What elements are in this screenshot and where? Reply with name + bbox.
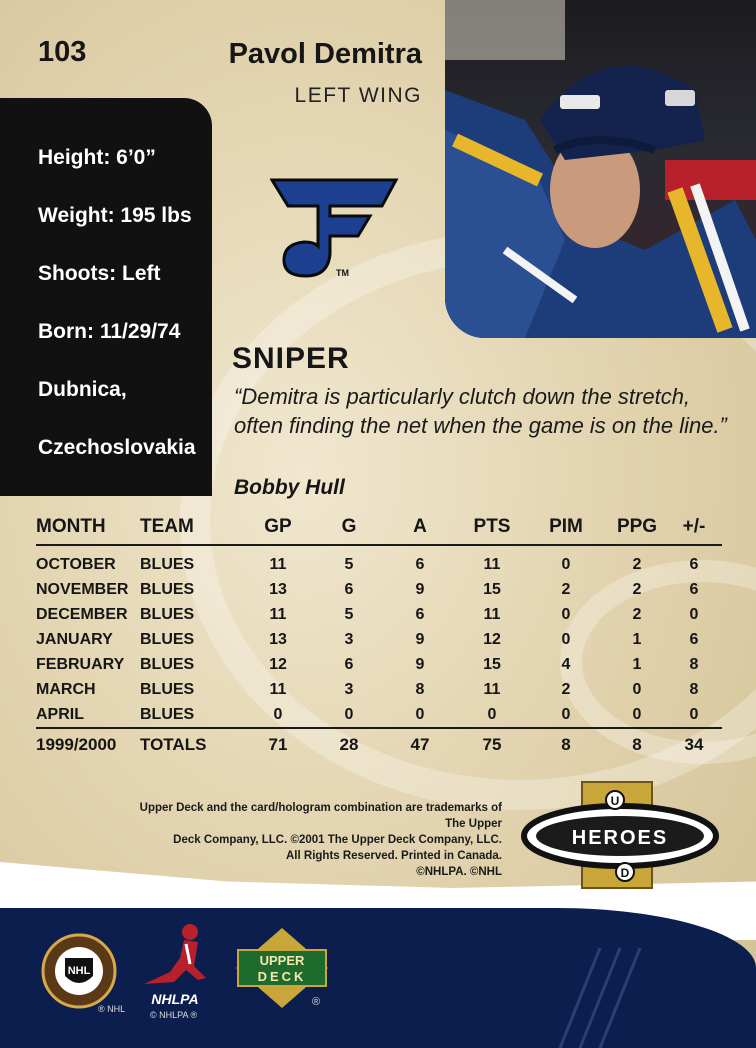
heroes-label: HEROES <box>571 827 669 849</box>
table-cell: 12 <box>483 630 501 648</box>
table-cell: 5 <box>344 605 354 623</box>
table-cell: 2 <box>632 605 642 623</box>
column-header: TEAM <box>140 514 238 545</box>
table-cell: BLUES <box>140 605 195 623</box>
table-row <box>36 602 722 627</box>
table-cell: 11 <box>269 605 287 623</box>
table-cell: 0 <box>561 555 571 573</box>
table-cell: 6 <box>689 555 699 573</box>
table-cell: 3 <box>344 680 354 698</box>
table-cell: 11 <box>483 680 501 698</box>
table-cell: FEBRUARY <box>36 655 125 673</box>
table-cell: OCTOBER <box>36 555 116 573</box>
table-cell: 6 <box>415 555 425 573</box>
table-cell: 6 <box>415 605 425 623</box>
table-cell: 11 <box>483 555 501 573</box>
table-cell: 8 <box>689 680 699 698</box>
table-cell: 47 <box>380 728 460 761</box>
table-cell: BLUES <box>140 630 195 648</box>
table-cell: 2 <box>561 680 571 698</box>
table-cell: 11 <box>269 555 287 573</box>
nhlpa-player-icon <box>140 918 210 1008</box>
column-header: PIM <box>524 514 608 545</box>
table-cell: BLUES <box>140 580 195 598</box>
table-cell: BLUES <box>140 705 195 723</box>
table-row <box>36 677 722 702</box>
table-cell: 71 <box>238 728 318 761</box>
table-cell: 6 <box>689 580 699 598</box>
nhl-text: NHL <box>67 965 91 977</box>
table-cell: 0 <box>561 630 571 648</box>
player-photo <box>445 0 756 338</box>
table-cell: BLUES <box>140 555 195 573</box>
column-header: A <box>380 514 460 545</box>
blues-note-icon <box>270 176 400 286</box>
bio-weight: Weight: 195 lbs <box>38 204 192 227</box>
nhlpa-logo <box>140 918 210 1008</box>
legal-text <box>130 800 502 880</box>
table-row <box>36 577 722 602</box>
table-cell: 13 <box>269 630 287 648</box>
table-cell: 1999/2000 <box>36 728 140 761</box>
nhl-copyright: ® NHL <box>98 1004 126 1014</box>
table-cell: 0 <box>561 605 571 623</box>
table-cell: BLUES <box>140 655 195 673</box>
table-cell: NOVEMBER <box>36 580 129 598</box>
table-cell: 0 <box>689 605 699 623</box>
table-cell: BLUES <box>140 680 195 698</box>
table-cell: 4 <box>561 655 571 673</box>
heroes-badge <box>520 780 720 892</box>
nhl-shield-icon <box>40 932 118 1010</box>
bio-shoots: Shoots: Left <box>38 262 161 285</box>
quote-author: Bobby Hull <box>234 476 345 499</box>
table-cell: 8 <box>524 728 608 761</box>
team-logo <box>270 176 400 286</box>
logo-tm: TM <box>336 268 349 278</box>
heroes-d: D <box>620 866 630 880</box>
table-cell: 8 <box>608 728 666 761</box>
bio-birthplace-city: Dubnica, <box>38 378 127 401</box>
upper-deck-line1: UPPER <box>259 953 305 968</box>
table-cell: 11 <box>269 680 287 698</box>
heroes-u: U <box>610 794 620 808</box>
table-cell: 0 <box>632 705 642 723</box>
table-cell: 34 <box>666 728 722 761</box>
table-cell: 5 <box>344 555 354 573</box>
table-cell: 9 <box>415 630 425 648</box>
table-cell: 8 <box>689 655 699 673</box>
table-cell: 6 <box>689 630 699 648</box>
table-cell: 0 <box>273 705 283 723</box>
table-row <box>36 545 722 577</box>
table-cell: 28 <box>318 728 380 761</box>
player-bio-box <box>0 98 212 496</box>
table-cell: 2 <box>561 580 571 598</box>
table-header-row <box>36 514 722 545</box>
table-cell: 2 <box>632 580 642 598</box>
table-totals-row <box>36 728 722 761</box>
column-header: G <box>318 514 380 545</box>
table-row <box>36 652 722 677</box>
table-cell: 3 <box>344 630 354 648</box>
table-cell: MARCH <box>36 680 96 698</box>
table-cell: JANUARY <box>36 630 113 648</box>
table-cell: 0 <box>561 705 571 723</box>
upper-deck-line2: DECK <box>257 969 307 984</box>
table-cell: 15 <box>483 655 501 673</box>
legal-line: All Rights Reserved. Printed in Canada. <box>286 850 502 862</box>
bio-born: Born: 11/29/74 <box>38 320 181 343</box>
season-stats-table <box>36 514 722 761</box>
table-cell: 2 <box>632 555 642 573</box>
table-cell: 0 <box>632 680 642 698</box>
card-number: 103 <box>38 36 87 68</box>
table-cell: 1 <box>632 655 642 673</box>
table-cell: 13 <box>269 580 287 598</box>
quote-title: SNIPER <box>232 342 350 375</box>
nhlpa-copyright: © NHLPA ® <box>150 1010 198 1020</box>
table-row <box>36 627 722 652</box>
column-header: PTS <box>460 514 524 545</box>
table-cell: APRIL <box>36 705 84 723</box>
nhlpa-text: NHLPA <box>151 991 199 1007</box>
legal-line: ©NHLPA. ©NHL <box>416 866 502 878</box>
bio-birthplace-country: Czechoslovakia <box>38 436 196 459</box>
table-row <box>36 702 722 728</box>
table-cell: 0 <box>689 705 699 723</box>
player-name: Pavol Demitra <box>228 38 422 70</box>
table-cell: 9 <box>415 580 425 598</box>
table-cell: 15 <box>483 580 501 598</box>
heroes-logo-icon <box>520 780 720 892</box>
nhl-logo <box>40 932 118 1010</box>
table-cell: 0 <box>344 705 354 723</box>
table-cell: TOTALS <box>140 728 238 761</box>
table-cell: 0 <box>415 705 425 723</box>
bio-height: Height: 6’0” <box>38 146 156 169</box>
table-cell: 75 <box>460 728 524 761</box>
table-cell: 12 <box>269 655 287 673</box>
table-cell: 11 <box>483 605 501 623</box>
player-position: LEFT WING <box>294 84 422 107</box>
legal-line: Deck Company, LLC. ©2001 The Upper Deck Company, LLC. <box>173 834 502 846</box>
column-header: GP <box>238 514 318 545</box>
upper-deck-registered: ® <box>312 996 321 1008</box>
table-cell: 6 <box>344 655 354 673</box>
quote-text: “Demitra is particularly clutch down the stretch, often finding the net when the game is on the line.” <box>234 384 727 438</box>
player-photo-illustration <box>445 0 756 338</box>
table-cell: 6 <box>344 580 354 598</box>
column-header: MONTH <box>36 514 140 545</box>
column-header: PPG <box>608 514 666 545</box>
table-cell: 9 <box>415 655 425 673</box>
table-cell: 0 <box>487 705 497 723</box>
column-header: +/- <box>666 514 722 545</box>
table-cell: DECEMBER <box>36 605 128 623</box>
table-cell: 1 <box>632 630 642 648</box>
legal-line: Upper Deck and the card/hologram combination are trademarks of The Upper <box>139 802 502 830</box>
table-cell: 8 <box>415 680 425 698</box>
